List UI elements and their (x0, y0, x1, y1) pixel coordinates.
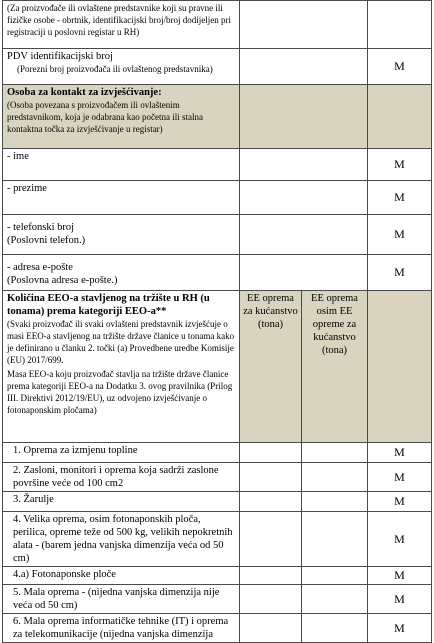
category-mark: M (368, 585, 432, 614)
ime-label: - ime (3, 149, 240, 181)
kolicina-note1: (Svaki proizvođač ili svaki ovlašteni predstavnik izvješćuje o masi EEO-a stavljenog na tržište države članice u tonama kako je definirano u članku 2. točki (a) Provedbene uredbe Komisije (EU) 2017/699. (7, 319, 235, 365)
category-mark: M (368, 463, 432, 492)
category-mark: M (368, 567, 432, 585)
category-row (3, 492, 432, 512)
category-mark: M (368, 512, 432, 567)
category-label: 4.a) Fotonaponske ploče (3, 567, 240, 585)
table-row (3, 1, 432, 49)
table-row (3, 49, 432, 85)
category-mark: M (368, 443, 432, 463)
table-row (3, 215, 432, 255)
category-row (3, 512, 432, 567)
category-row (3, 614, 432, 643)
tel-cell (3, 215, 240, 255)
category-label: 1. Oprema za izmjenu topline (3, 443, 240, 463)
category-label: 4. Velika oprema, osim fotonaponskih ploča, perilica, opreme teže od 500 kg, velikih nepokretnih alata - (barem jedna vanjska dimenzija veća od 50 cm) (3, 512, 240, 567)
pdv-cell (3, 49, 240, 85)
tel-note: (Poslovni telefon.) (7, 235, 86, 246)
category-mark: M (368, 492, 432, 512)
category-mark: M (368, 614, 432, 643)
category-row (3, 567, 432, 585)
category-row (3, 443, 432, 463)
pdv-note: (Porezni broj proizvođača ili ovlaštenog predstavnika) (17, 64, 213, 74)
category-label: 2. Zasloni, monitori i oprema koja sadrži zaslone površine veće od 100 cm2 (3, 463, 240, 492)
category-label: 5. Mala oprema - (nijedna vanjska dimenzija nije veća od 50 cm) (3, 585, 240, 614)
kontakt-note: (Osoba povezana s proizvođačem ili ovlaštenim predstavnikom, koja je odabrana kao početna ili stalna kontaktna točka za izvješćivanje u registar) (7, 100, 203, 134)
kontakt-title: Osoba za kontakt za izvješćivanje: (7, 87, 162, 98)
pdv-mark: M (368, 49, 432, 85)
category-label: 3. Žarulje (3, 492, 240, 512)
ime-mark: M (368, 149, 432, 181)
kolicina-title: Količina EEO-a stavljenog na tržište u RH (u tonama) prema kategoriji EEO-a** (7, 293, 210, 317)
category-label: 6. Mala oprema informatičke tehnike (IT) i oprema za telekomunikacije (nijedna vanjska dimenzija (3, 614, 240, 643)
table-row (3, 291, 432, 443)
table-row (3, 149, 432, 181)
email-cell (3, 255, 240, 291)
category-row (3, 585, 432, 614)
table-row (3, 255, 432, 291)
email-note: (Poslovna adresa e-pošte.) (7, 275, 118, 286)
pdv-label: PDV identifikacijski broj (7, 51, 113, 62)
col-header-kucanstvo: EE oprema za kućanstvo (tona) (240, 291, 302, 443)
category-row (3, 463, 432, 492)
table-row (3, 181, 432, 215)
tel-mark: M (368, 215, 432, 255)
kolicina-note2: Masa EEO-a koju proizvođač stavlja na tržište države članice prema kategoriji EEO-a na Dodatku 3. ovog pravilnika (Prilog III. Direktivi 2012/19/EU), uz odvojeno izvješćivanje o fotonaponskim pločama) (7, 369, 233, 415)
proizvodjac-note: (Za proizvođače ili ovlaštene predstavnike koji su pravne ili fizičke osobe - obrtnik, identifikacijski broj/broj dodijeljen pri registraciji u poslovni registar u RH) (3, 1, 240, 49)
prezime-mark: M (368, 181, 432, 215)
email-label: - adresa e-pošte (7, 262, 73, 273)
registration-form-table (2, 0, 432, 643)
kolicina-cell (3, 291, 240, 443)
kontakt-cell (3, 85, 240, 149)
col-header-osim: EE oprema osim EE opreme za kućanstvo (tona) (302, 291, 368, 443)
prezime-label: - prezime (3, 181, 240, 215)
table-row (3, 85, 432, 149)
tel-label: - telefonski broj (7, 222, 75, 233)
email-mark: M (368, 255, 432, 291)
